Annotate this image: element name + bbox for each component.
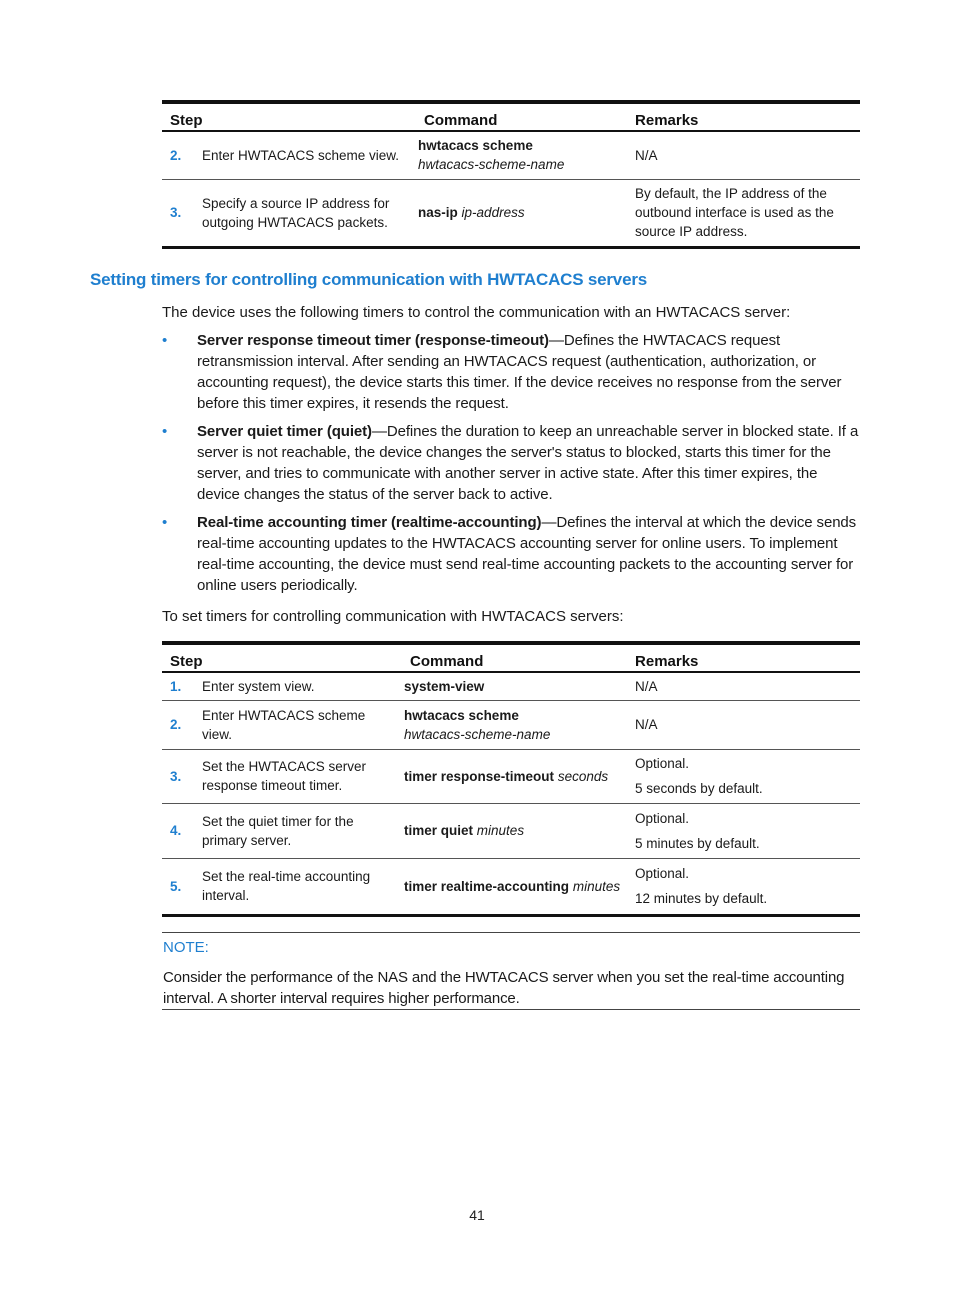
col-header-command: Command: [416, 102, 635, 131]
remarks-cell: [635, 749, 860, 803]
procedure-lead: To set timers for controlling communication with HWTACACS servers:: [162, 608, 624, 625]
command-cell: [402, 672, 635, 700]
bullet-icon: •: [162, 423, 168, 440]
step-number: 3.: [162, 749, 202, 803]
step-number: 1.: [162, 672, 202, 700]
table-row: [162, 672, 860, 700]
step-number: 3.: [162, 179, 202, 247]
step-number: 2.: [162, 131, 202, 179]
table-row: [162, 179, 860, 247]
col-header-step: Step: [162, 102, 416, 131]
step-number: 5.: [162, 858, 202, 915]
bullet-term: Server quiet timer (quiet): [197, 423, 372, 440]
list-item: [162, 512, 864, 596]
table-1-header-row: [162, 102, 860, 131]
bullet-icon: •: [162, 332, 168, 349]
section-heading: Setting timers for controlling communication with HWTACACS servers: [90, 270, 647, 289]
command-cell: [402, 749, 635, 803]
command-keyword: timer realtime-accounting: [404, 878, 570, 894]
command-keyword: hwtacacs scheme: [418, 138, 533, 154]
list-item: [162, 421, 864, 505]
step-description: Enter HWTACACS scheme view.: [202, 131, 416, 179]
remark-text: Optional.: [635, 756, 690, 771]
command-argument: seconds: [557, 768, 609, 784]
bullet-term: Server response timeout timer (response-timeout): [197, 332, 549, 349]
remarks-cell: [635, 803, 860, 858]
remark-text: By default, the IP address of the outbound interface is used as the source IP address.: [635, 186, 834, 239]
intro-paragraph: The device uses the following timers to control the communication with an HWTACACS server:: [162, 304, 791, 321]
step-description: Set the quiet timer for the primary server.: [202, 803, 402, 858]
remark-text: N/A: [635, 147, 658, 163]
step-description: Set the HWTACACS server response timeout timer.: [202, 749, 402, 803]
list-item: [162, 330, 864, 414]
remarks-cell: [635, 700, 860, 749]
note-title: NOTE:: [163, 939, 209, 956]
bullet-term: Real-time accounting timer (realtime-accounting): [197, 514, 542, 531]
remark-text: 5 minutes by default.: [635, 835, 760, 851]
step-number: 2.: [162, 700, 202, 749]
table-row: [162, 131, 860, 179]
command-cell: [402, 803, 635, 858]
step-number: 4.: [162, 803, 202, 858]
command-cell: [402, 700, 635, 749]
remarks-cell: [635, 131, 860, 179]
timer-bullet-list: [162, 330, 864, 603]
command-argument: minutes: [572, 878, 621, 894]
col-header-command: Command: [402, 643, 635, 672]
note-bottom-rule: [162, 1009, 860, 1010]
remarks-cell: [635, 858, 860, 915]
command-keyword: hwtacacs scheme: [404, 707, 519, 723]
table-1: [162, 100, 860, 249]
col-header-remarks: Remarks: [635, 102, 860, 131]
remarks-cell: [635, 672, 860, 700]
step-description: Enter HWTACACS scheme view.: [202, 700, 402, 749]
command-cell: [402, 858, 635, 915]
command-argument: minutes: [476, 823, 525, 838]
note-top-rule: [162, 932, 860, 933]
step-description: Enter system view.: [202, 672, 402, 700]
note-text: Consider the performance of the NAS and the HWTACACS server when you set the real-time accounting interval. A shorter interval requires higher performance.: [163, 969, 845, 1007]
table-row: [162, 700, 860, 749]
command-argument: ip-address: [461, 205, 525, 220]
col-header-remarks: Remarks: [635, 643, 860, 672]
col-header-step: Step: [162, 643, 402, 672]
command-argument: hwtacacs-scheme-name: [418, 157, 565, 173]
page-number: 41: [469, 1207, 485, 1223]
table-row: [162, 803, 860, 858]
remark-text: 12 minutes by default.: [635, 891, 768, 906]
step-description: Specify a source IP address for outgoing HWTACACS packets.: [202, 179, 416, 247]
remarks-cell: [635, 179, 860, 247]
table-2-header-row: [162, 643, 860, 672]
command-keyword: timer response-timeout: [404, 768, 555, 784]
remark-text: Optional.: [635, 810, 690, 826]
command-keyword: timer quiet: [404, 823, 474, 838]
bullet-text: —Defines the duration to keep an unreachable server in blocked state. If a server is not reachable, the device changes the server's status to blocked, starts this timer for the server, and tries to communicate with another server in active state. After this timer expires, the device changes the status of the server back to active.: [197, 423, 859, 503]
command-cell: [416, 179, 635, 247]
table-row: [162, 858, 860, 915]
table-row: [162, 749, 860, 803]
command-keyword: system-view: [404, 678, 485, 694]
table-2: [162, 641, 860, 917]
bullet-text: —Defines the interval at which the device sends real-time accounting updates to the HWTACACS accounting server for online users. To implement real-time accounting, the device must send real-time accounting packets to the accounting server for online users periodically.: [197, 514, 857, 594]
remark-text: N/A: [635, 717, 658, 732]
bullet-icon: •: [162, 514, 168, 531]
remark-text: 5 seconds by default.: [635, 781, 763, 796]
command-keyword: nas-ip: [418, 205, 458, 220]
step-description: Set the real-time accounting interval.: [202, 858, 402, 915]
remark-text: N/A: [635, 678, 658, 694]
command-argument: hwtacacs-scheme-name: [404, 726, 551, 742]
command-cell: [416, 131, 635, 179]
remark-text: Optional.: [635, 866, 690, 881]
bullet-text: —Defines the HWTACACS request retransmission interval. After sending an HWTACACS request (authentication, authorization, or accounting request), the device starts this timer. If the device receives no response from the server before this timer expires, it resends the request.: [197, 332, 842, 412]
